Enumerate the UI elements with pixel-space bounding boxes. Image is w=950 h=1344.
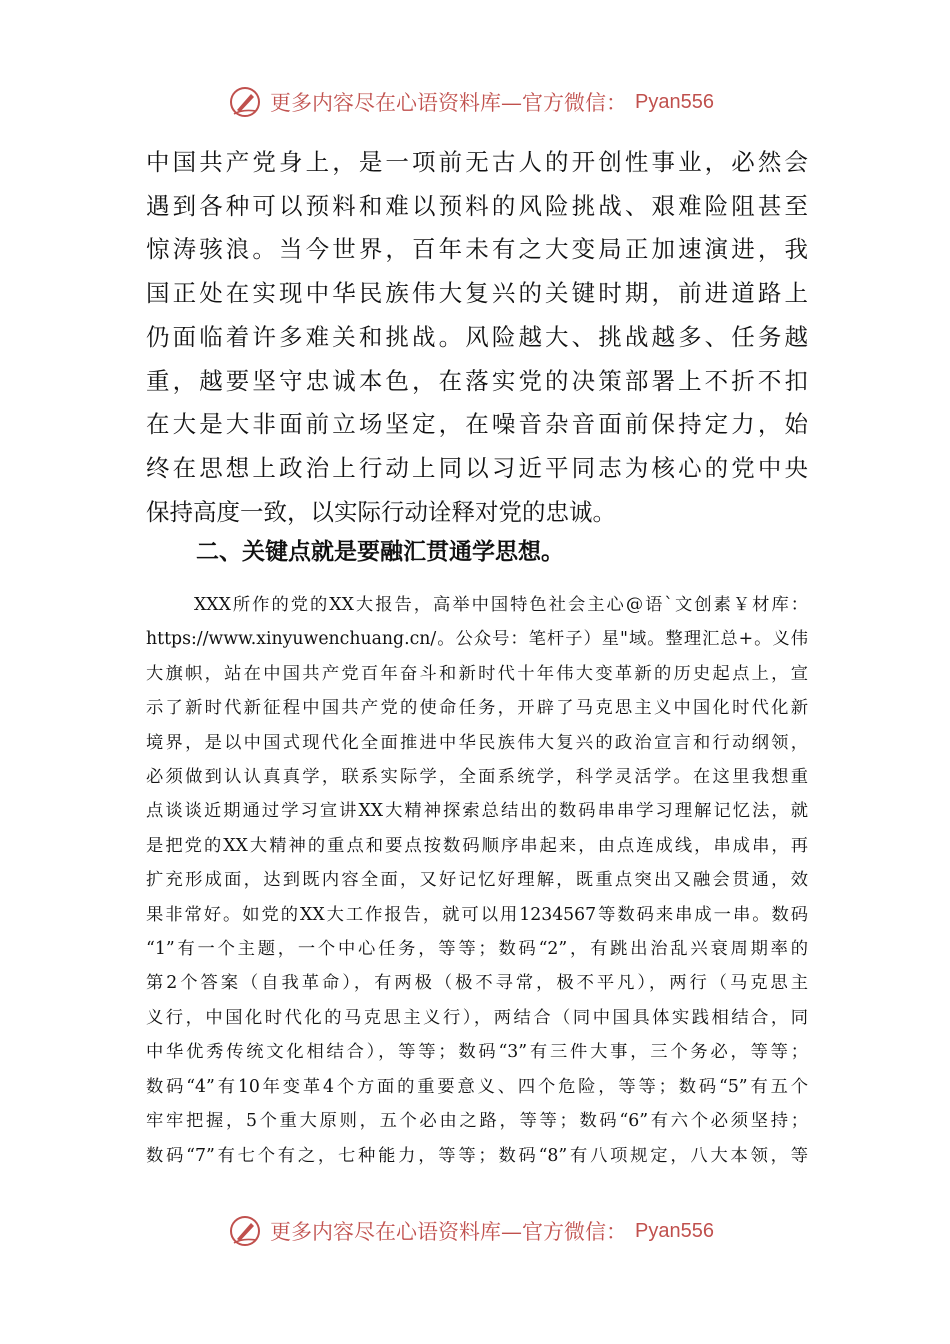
text-line: 境界，是以中国式现代化全面推进中华民族伟大复兴的政治宣言和行动纲领， — [146, 732, 808, 753]
section-heading: 二、关键点就是要融汇贯通学思想。 — [196, 539, 564, 565]
pen-logo-icon — [228, 85, 262, 119]
banner-code: Pyan556 — [635, 1219, 714, 1242]
banner-text: 更多内容尽在心语资料库—官方微信： — [270, 91, 627, 115]
text-line: 终在思想上政治上行动上同以习近平同志为核心的党中央 — [146, 453, 808, 482]
text-line: 保持高度一致，以实际行动诠释对党的忠诚。 — [146, 497, 616, 526]
text-line: XXX所作的党的XX大报告，高举中国特色社会主心@语`文创素￥材库： — [194, 595, 808, 615]
pen-logo-icon — [228, 1214, 262, 1248]
text-line: 惊涛骇浪。当今世界，百年未有之大变局正加速演进，我 — [146, 235, 808, 264]
paragraph-section-two — [146, 588, 808, 1173]
text-line: 数码“4”有10年变革4个方面的重要意义、四个危险，等等；数码“5”有五个 — [146, 1076, 808, 1097]
paragraph-continued — [146, 141, 808, 534]
banner-code: Pyan556 — [635, 90, 714, 113]
text-line: 点谈谈近期通过学习宣讲XX大精神探索总结出的数码串串学习理解记忆法，就 — [146, 801, 808, 822]
text-line: 数码“7”有七个有之，七种能力，等等；数码“8”有八项规定，八大本领，等 — [146, 1145, 808, 1166]
text-line: “1”有一个主题，一个中心任务，等等；数码“2”，有跳出治乱兴衰周期率的 — [146, 939, 808, 960]
text-line: 第2个答案（自我革命），有两极（极不寻常，极不平凡），两行（马克思主 — [146, 973, 808, 994]
text-line: 是把党的XX大精神的重点和要点按数码顺序串起来，由点连成线，串成串，再 — [146, 835, 808, 856]
text-line: 义行，中国化时代化的马克思主义行），两结合（同中国具体实践相结合，同 — [146, 1007, 808, 1028]
footer-banner — [228, 1211, 748, 1251]
banner-text: 更多内容尽在心语资料库—官方微信： — [270, 1220, 627, 1244]
text-line: 中华优秀传统文化相结合），等等；数码“3”有三件大事，三个务必，等等； — [146, 1042, 808, 1063]
text-line: 牢牢把握，5个重大原则，五个必由之路，等等；数码“6”有六个必须坚持； — [146, 1111, 808, 1132]
text-line: 扩充形成面，达到既内容全面，又好记忆好理解，既重点突出又融会贯通，效 — [146, 870, 808, 891]
text-line: 大旗帜，站在中国共产党百年奋斗和新时代十年伟大变革新的历史起点上，宣 — [146, 663, 808, 684]
header-banner — [228, 82, 748, 122]
text-line: 中国共产党身上，是一项前无古人的开创性事业，必然会 — [146, 148, 808, 176]
text-line: 仍面临着许多难关和挑战。风险越大、挑战越多、任务越 — [146, 322, 808, 351]
text-line: 在大是大非面前立场坚定，在噪音杂音面前保持定力，始 — [146, 410, 808, 439]
text-line: 国正处在实现中华民族伟大复兴的关键时期，前进道路上 — [146, 279, 808, 308]
text-line: 必须做到认认真真学，联系实际学，全面系统学，科学灵活学。在这里我想重 — [146, 767, 808, 788]
text-line: 遇到各种可以预料和难以预料的风险挑战、艰难险阻甚至 — [146, 191, 808, 220]
text-line: https://www.xinyuwenchuang.cn/。公众号：笔杆子）星"域。整理汇总+。义伟 — [146, 629, 808, 650]
text-line: 示了新时代新征程中国共产党的使命任务，开辟了马克思主义中国化时代化新 — [146, 698, 808, 719]
text-line: 重，越要坚守忠诚本色，在落实党的决策部署上不折不扣 — [146, 366, 808, 395]
text-line: 果非常好。如党的XX大工作报告，就可以用1234567等数码来串成一串。数码 — [146, 904, 808, 925]
